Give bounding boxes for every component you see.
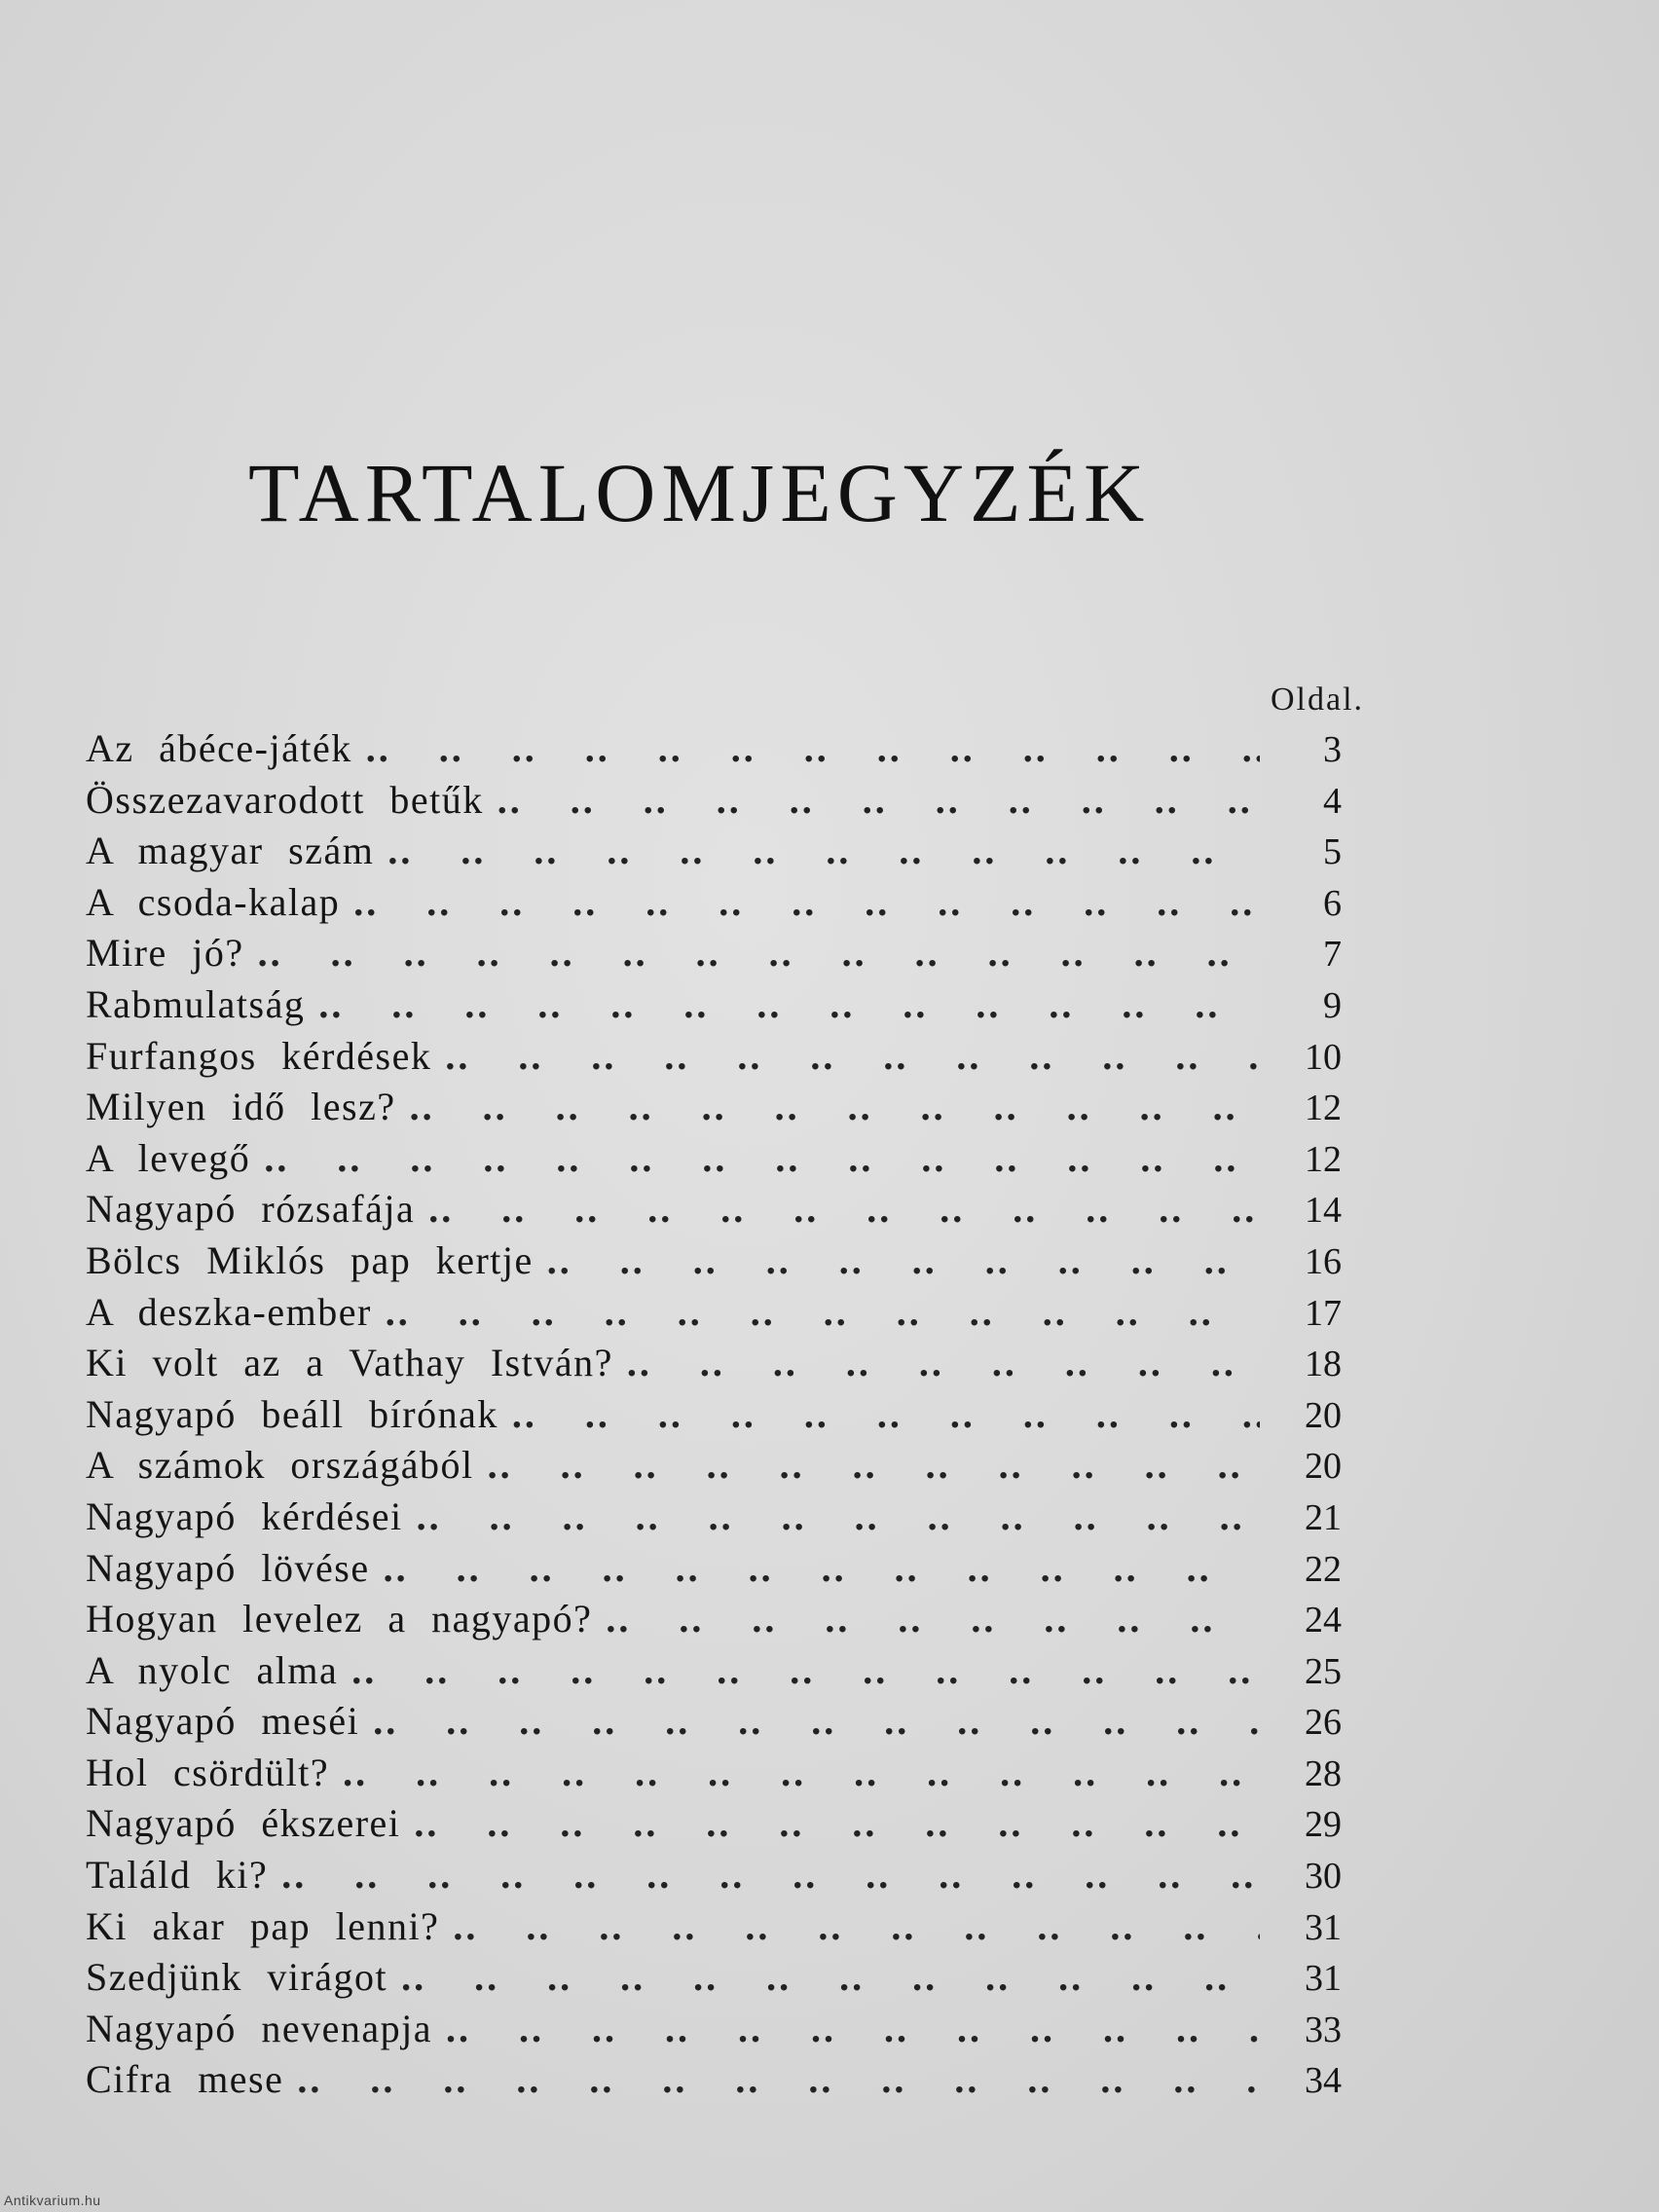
dot-leader bbox=[498, 777, 1260, 823]
toc-entry bbox=[86, 1391, 1342, 1443]
toc-entry bbox=[86, 1340, 1342, 1391]
toc-entry-title: A levegő bbox=[86, 1135, 251, 1180]
toc-entry-page: 12 bbox=[1305, 1138, 1342, 1180]
toc-entry-page: 31 bbox=[1305, 1958, 1342, 2000]
toc-entry-title: A számok országából bbox=[86, 1443, 474, 1488]
toc-entry-title: Összezavarodott betűk bbox=[86, 777, 484, 822]
dot-leader bbox=[410, 1084, 1260, 1129]
toc-entry-page: 21 bbox=[1305, 1496, 1342, 1538]
toc-entry-title: A magyar szám bbox=[86, 829, 375, 873]
dot-leader bbox=[281, 1852, 1260, 1898]
toc-entry-page: 18 bbox=[1305, 1344, 1342, 1385]
toc-entry-page: 7 bbox=[1323, 934, 1342, 976]
dot-leader bbox=[258, 930, 1260, 976]
toc-entry-page: 12 bbox=[1305, 1088, 1342, 1129]
toc-entry bbox=[86, 1493, 1342, 1545]
dot-leader bbox=[386, 1289, 1260, 1335]
dot-leader bbox=[627, 1340, 1260, 1385]
dot-leader bbox=[387, 828, 1260, 873]
dot-leader bbox=[318, 981, 1260, 1027]
page-column-header: Oldal. bbox=[1271, 682, 1365, 718]
toc-entry bbox=[86, 1647, 1342, 1699]
toc-entry bbox=[86, 828, 1342, 879]
dot-leader bbox=[351, 1647, 1260, 1693]
toc-entry bbox=[86, 1750, 1342, 1801]
toc-entry bbox=[86, 1954, 1342, 2006]
toc-entry bbox=[86, 879, 1342, 931]
toc-entry-title: Nagyapó rózsafája bbox=[86, 1187, 416, 1232]
dot-leader bbox=[606, 1596, 1260, 1641]
toc-entry bbox=[86, 1442, 1342, 1493]
toc-entry-page: 5 bbox=[1323, 831, 1342, 873]
toc-entry bbox=[86, 725, 1342, 777]
toc-entry-page: 20 bbox=[1305, 1446, 1342, 1488]
toc-entry-title: Ki volt az a Vathay István? bbox=[86, 1341, 613, 1385]
toc-entry-page: 29 bbox=[1305, 1804, 1342, 1846]
dot-leader bbox=[445, 1033, 1260, 1079]
toc-entry-title: A deszka-ember bbox=[86, 1289, 372, 1334]
toc-entry-title: Hogyan levelez a nagyapó? bbox=[86, 1597, 593, 1641]
dot-leader bbox=[428, 1186, 1260, 1232]
toc-entry-title: Hol csördült? bbox=[86, 1750, 330, 1794]
toc-entry bbox=[86, 2056, 1342, 2108]
toc-entry bbox=[86, 1237, 1342, 1289]
dot-leader bbox=[264, 1135, 1260, 1181]
toc-entry bbox=[86, 1800, 1342, 1852]
toc-entry-page: 28 bbox=[1305, 1752, 1342, 1794]
toc-entry bbox=[86, 1033, 1342, 1085]
dot-leader bbox=[401, 1954, 1260, 2000]
toc-entry-page: 22 bbox=[1305, 1548, 1342, 1590]
toc-entry-title: Mire jó? bbox=[86, 931, 244, 976]
toc-entry bbox=[86, 1135, 1342, 1187]
dot-leader bbox=[343, 1750, 1260, 1795]
table-of-contents bbox=[86, 725, 1342, 2108]
dot-leader bbox=[414, 1800, 1260, 1846]
dot-leader bbox=[547, 1237, 1260, 1283]
toc-entry-page: 6 bbox=[1323, 882, 1342, 924]
dot-leader bbox=[512, 1391, 1260, 1437]
toc-entry-title: Nagyapó beáll bírónak bbox=[86, 1391, 498, 1436]
dot-leader bbox=[373, 1698, 1260, 1744]
toc-entry bbox=[86, 981, 1342, 1033]
toc-entry-title: Nagyapó meséi bbox=[86, 1699, 360, 1744]
toc-entry bbox=[86, 1084, 1342, 1135]
toc-entry-title: Cifra mese bbox=[86, 2057, 284, 2102]
toc-entry-page: 16 bbox=[1305, 1240, 1342, 1282]
toc-entry-title: Furfangos kérdések bbox=[86, 1033, 432, 1078]
toc-entry-title: A nyolc alma bbox=[86, 1647, 339, 1692]
toc-entry-title: Bölcs Miklós pap kertje bbox=[86, 1237, 534, 1282]
toc-entry-title: Nagyapó kérdései bbox=[86, 1493, 403, 1538]
toc-entry bbox=[86, 1545, 1342, 1597]
toc-entry-page: 26 bbox=[1305, 1702, 1342, 1744]
toc-entry bbox=[86, 930, 1342, 981]
toc-entry-page: 25 bbox=[1305, 1650, 1342, 1692]
watermark: Antikvarium.hu bbox=[4, 2193, 101, 2208]
toc-entry-title: Nagyapó ékszerei bbox=[86, 1801, 401, 1846]
dot-leader bbox=[417, 1493, 1260, 1539]
dot-leader bbox=[384, 1545, 1260, 1591]
toc-entry bbox=[86, 1698, 1342, 1750]
toc-entry bbox=[86, 1596, 1342, 1647]
toc-entry-page: 17 bbox=[1305, 1292, 1342, 1334]
toc-entry-title: Találd ki? bbox=[86, 1853, 269, 1898]
toc-entry-page: 4 bbox=[1323, 780, 1342, 822]
toc-entry-title: Az ábéce-játék bbox=[86, 726, 352, 770]
dot-leader bbox=[488, 1442, 1260, 1488]
toc-entry-page: 34 bbox=[1305, 2060, 1342, 2102]
toc-entry-title: Milyen idő lesz? bbox=[86, 1085, 396, 1129]
toc-entry bbox=[86, 1289, 1342, 1341]
toc-entry-page: 14 bbox=[1305, 1190, 1342, 1232]
dot-leader bbox=[453, 1903, 1260, 1949]
toc-entry-title: Szedjünk virágot bbox=[86, 1955, 388, 2000]
toc-entry bbox=[86, 2006, 1342, 2057]
toc-entry-page: 33 bbox=[1305, 2009, 1342, 2050]
dot-leader bbox=[297, 2056, 1260, 2102]
toc-entry bbox=[86, 1903, 1342, 1955]
toc-entry bbox=[86, 1852, 1342, 1903]
toc-entry bbox=[86, 1186, 1342, 1237]
toc-entry-title: A csoda-kalap bbox=[86, 879, 341, 924]
toc-entry-title: Nagyapó lövése bbox=[86, 1545, 370, 1590]
page-title: TARTALOMJEGYZÉK bbox=[248, 445, 1151, 539]
toc-entry-title: Ki akar pap lenni? bbox=[86, 1903, 440, 1948]
toc-entry-page: 30 bbox=[1305, 1856, 1342, 1898]
toc-entry-page: 9 bbox=[1323, 984, 1342, 1026]
toc-entry-page: 31 bbox=[1305, 1906, 1342, 1948]
toc-entry-page: 24 bbox=[1305, 1600, 1342, 1641]
toc-entry-page: 10 bbox=[1305, 1036, 1342, 1078]
toc-entry-title: Rabmulatság bbox=[86, 981, 306, 1026]
dot-leader bbox=[446, 2006, 1260, 2051]
toc-entry-title: Nagyapó nevenapja bbox=[86, 2006, 433, 2050]
dot-leader bbox=[366, 725, 1260, 771]
dot-leader bbox=[353, 879, 1260, 925]
toc-entry bbox=[86, 777, 1342, 829]
toc-entry-page: 3 bbox=[1323, 729, 1342, 770]
toc-entry-page: 20 bbox=[1305, 1394, 1342, 1436]
